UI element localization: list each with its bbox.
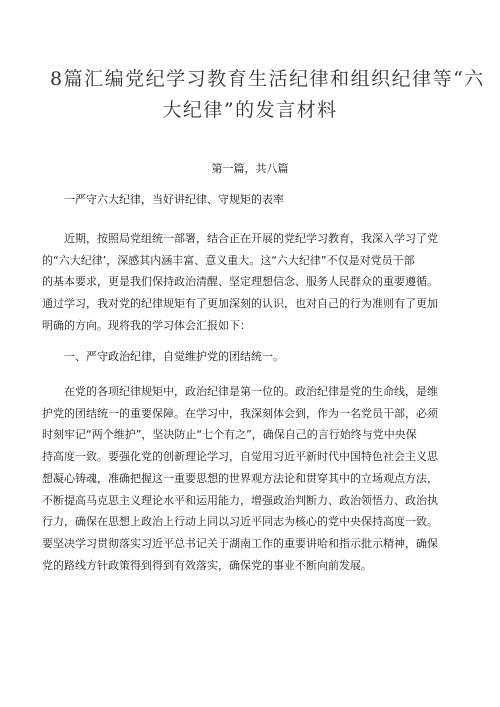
paragraph-2-line: 党的路线方针政策得到得到有效落实，确保党的事业不断向前发展。 xyxy=(42,558,372,572)
paragraph-2-line: 持高度一致。要强化党的创新理论学习，自觉用习近平新时代中国特色社会主义思 xyxy=(42,450,438,464)
paragraph-2-line: 要坚决学习贯彻落实习近平总书记关于湖南工作的重要讲哈和指示批示精神，确保 xyxy=(42,536,438,550)
paragraph-1-line: 明确的方向。现将我的学习体会汇报如下： xyxy=(42,318,251,332)
paragraph-1-line: 的基本要求，更是我们保持政治清醒、坚定理想信念、服务人民群众的重要遵循。 xyxy=(42,275,438,289)
section-heading: 一严守六大纪律，当好讲纪律、守规矩的表率 xyxy=(64,193,284,206)
paragraph-2-line: 行力，确保在思想上政治上行动上同以习近平同志为核心的党中央保持高度一致。 xyxy=(42,515,438,529)
title-line-2: 大纪律”的发言材料 xyxy=(162,99,338,121)
paragraph-1-line: 的“六大纪律’，深感其内涵丰富、意义重大。这“六大纪律”不仅是对党员干部 xyxy=(42,253,415,267)
paragraph-2-line: 时刻牢记“两个维护”，坚决防止“七个有之”，确保自己的言行始终与党中央保 xyxy=(42,428,417,442)
paragraph-2-line: 护党的团结统一的重要保障。在学习中，我深刻体会到，作为一名党员干部，必须 xyxy=(42,406,438,420)
paragraph-2 xyxy=(42,381,462,576)
paragraph-1-line: 近期，按照局党组统一部署，结合正在开展的党纪学习教育，我深入学习了党 xyxy=(64,232,438,245)
paragraph-1 xyxy=(42,228,462,337)
paragraph-2-line: 想凝心铸魂，准确把握这一重要思想的世界观方法论和贯穿其中的立场观点方法， xyxy=(42,471,438,485)
title-line-1: 8篇汇编党纪学习教育生活纪律和组织纪律等“六 xyxy=(50,68,485,90)
paragraph-1-line: 通过学习，我对党的纪律规矩有了更加深刻的认识，也对自己的行为准则有了更加 xyxy=(42,297,438,311)
subheading-1: 一、严守政治纪律，自觉维护党的团结统一。 xyxy=(64,350,284,363)
document-title xyxy=(50,64,485,126)
paragraph-2-line: 在党的各项纪律规矩中，政治纪律是第一位的。政治纪律是党的生命线，是维 xyxy=(64,385,438,398)
paragraph-2-line: 不断提高马克思主义理论水平和运用能力，增强政治判断力、政治领悟力、政治执 xyxy=(42,493,438,507)
document-subtitle: 第一篇，共八篇 xyxy=(211,162,289,175)
